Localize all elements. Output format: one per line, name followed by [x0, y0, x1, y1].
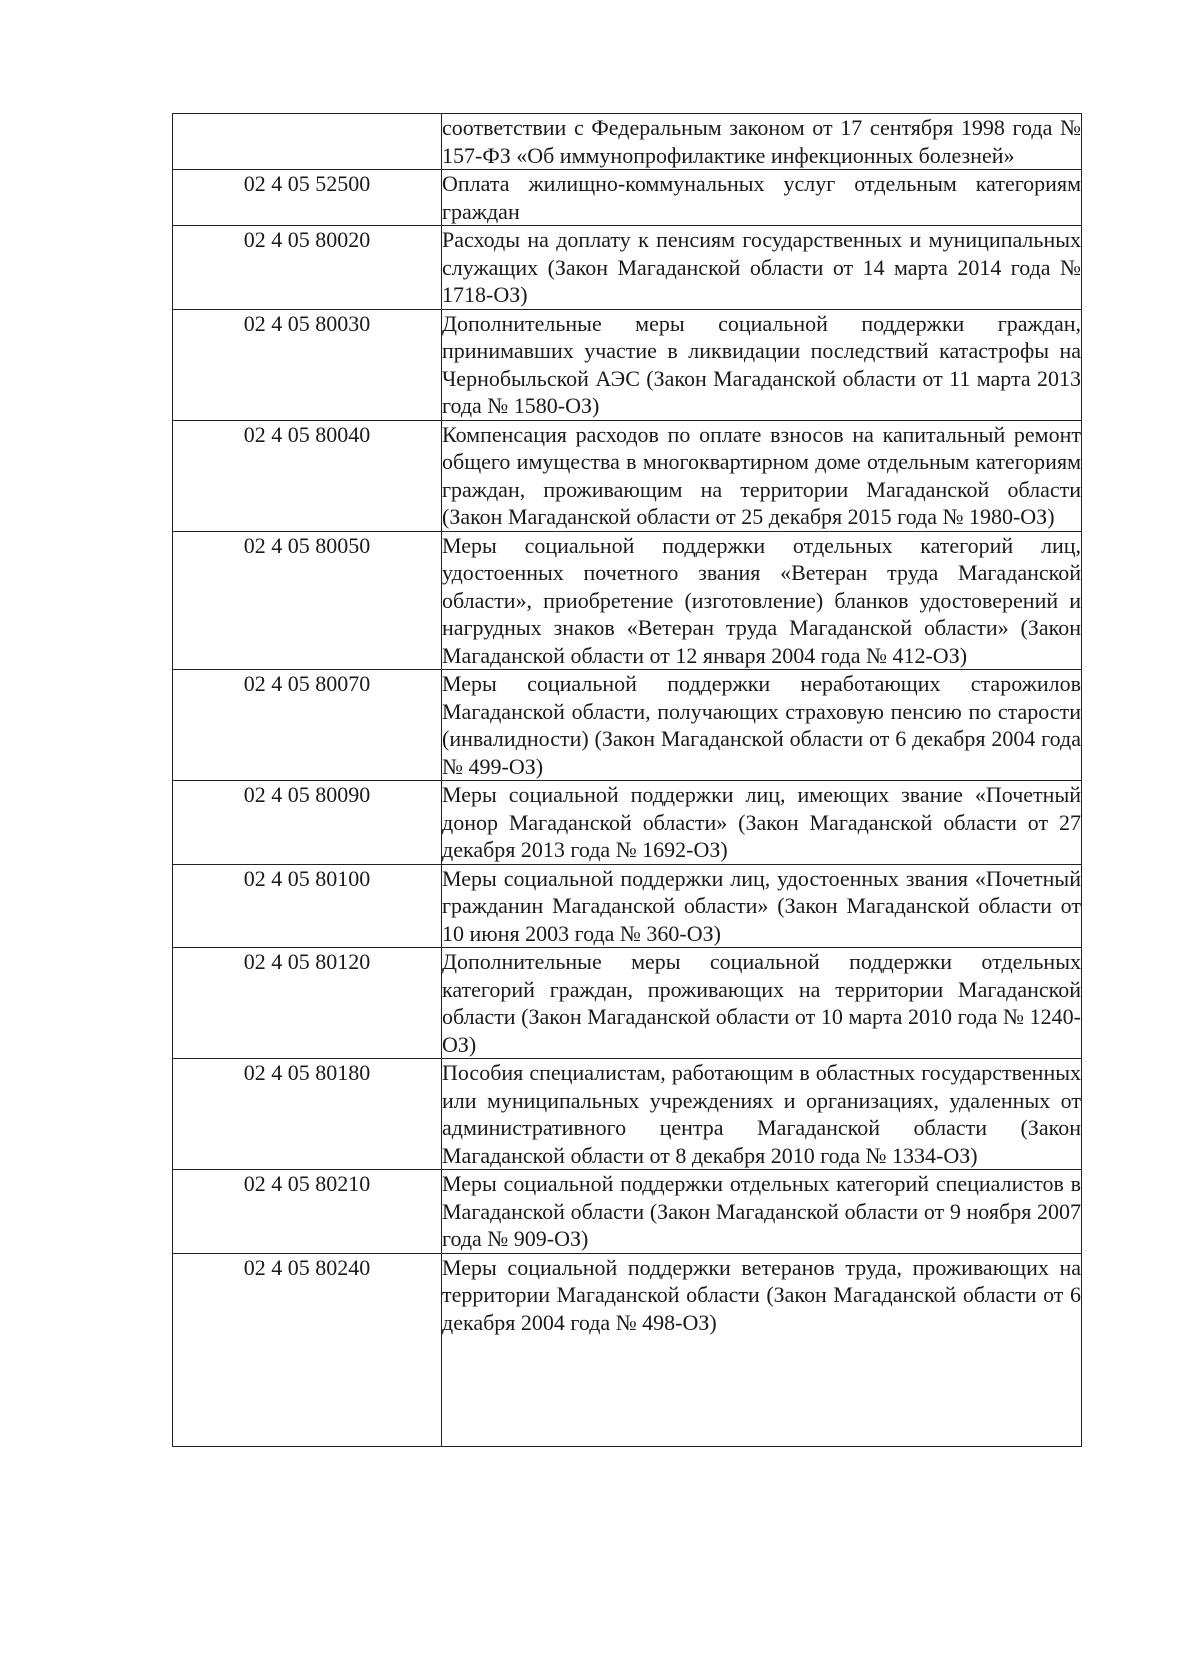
code-cell: 02 4 05 80240 [173, 1253, 442, 1447]
description-cell: Меры социальной поддержки лиц, имеющих звание «Почетный донор Магаданской области» (Закон Магаданской области от 27 декабря 2013 года № 1692-ОЗ) [442, 782, 1081, 862]
description-cell: Компенсация расходов по оплате взносов на капитальный ремонт общего имущества в многоквартирном доме отдельным категориям граждан, проживающим на территории Магаданской области (Закон Магаданской области от 25 декабря 2015 года № 1980-ОЗ) [442, 421, 1081, 529]
table-row [173, 948, 1082, 1059]
table-row [173, 1059, 1082, 1170]
code-cell: 02 4 05 80020 [173, 226, 442, 310]
code-cell: 02 4 05 80040 [173, 420, 442, 531]
table-row [173, 420, 1082, 531]
table-row [173, 670, 1082, 781]
budget-codes-table [172, 113, 1082, 1447]
description-cell: Расходы на доплату к пенсиям государственных и муниципальных служащих (Закон Магаданской области от 14 марта 2014 года № 1718-ОЗ) [442, 227, 1081, 307]
description-cell: Пособия специалистам, работающим в областных государственных или муниципальных учреждениях и организациях, удаленных от административного центра Магаданской области (Закон Магаданской области от 8 декабря 2010 года № 1334-ОЗ) [442, 1060, 1081, 1168]
table-row [173, 226, 1082, 310]
table-row [173, 170, 1082, 226]
code-cell: 02 4 05 80180 [173, 1059, 442, 1170]
code-cell: 02 4 05 80100 [173, 864, 442, 948]
description-cell: Дополнительные меры социальной поддержки отдельных категорий граждан, проживающих на территории Магаданской области (Закон Магаданской области от 10 марта 2010 года № 1240-ОЗ) [442, 949, 1081, 1057]
code-cell: 02 4 05 80210 [173, 1170, 442, 1254]
description-cell: Меры социальной поддержки отдельных категорий лиц, удостоенных почетного звания «Ветеран труда Магаданской области», приобретение (изготовление) бланков удостоверений и нагрудных знаков «Ветеран труда Магаданской области» (Закон Магаданской области от 12 января 2004 года № 412-ОЗ) [442, 532, 1081, 668]
description-cell: Меры социальной поддержки неработающих старожилов Магаданской области, получающих страховую пенсию по старости (инвалидности) (Закон Магаданской области от 6 декабря 2004 года № 499-ОЗ) [442, 671, 1081, 779]
description-cell: Меры социальной поддержки ветеранов труда, проживающих на территории Магаданской области (Закон Магаданской области от 6 декабря 2004 года № 498-ОЗ) [442, 1254, 1081, 1335]
description-cell: соответствии с Федеральным законом от 17 сентября 1998 года № 157-ФЗ «Об иммунопрофилактике инфекционных болезней» [442, 115, 1081, 168]
code-cell: 02 4 05 52500 [173, 170, 442, 226]
code-cell [173, 114, 442, 170]
description-cell: Дополнительные меры социальной поддержки граждан, принимавших участие в ликвидации последствий катастрофы на Чернобыльской АЭС (Закон Магаданской области от 11 марта 2013 года № 1580-ОЗ) [442, 310, 1081, 418]
table-row [173, 864, 1082, 948]
code-cell: 02 4 05 80050 [173, 531, 442, 670]
table-row [173, 114, 1082, 170]
code-cell: 02 4 05 80120 [173, 948, 442, 1059]
description-cell: Меры социальной поддержки лиц, удостоенных звания «Почетный гражданин Магаданской области» (Закон Магаданской области от 10 июня 2003 года № 360-ОЗ) [442, 865, 1081, 946]
table-row [173, 309, 1082, 420]
code-cell: 02 4 05 80030 [173, 309, 442, 420]
blank-cell [442, 1336, 1082, 1447]
table-row [173, 531, 1082, 670]
description-cell: Меры социальной поддержки отдельных категорий специалистов в Магаданской области (Закон Магаданской области от 9 ноября 2007 года № 909-ОЗ) [442, 1171, 1081, 1251]
code-cell: 02 4 05 80090 [173, 781, 442, 865]
table-row-last [173, 1253, 1082, 1336]
code-cell: 02 4 05 80070 [173, 670, 442, 781]
table-row [173, 1170, 1082, 1254]
description-cell: Оплата жилищно-коммунальных услуг отдельным категориям граждан [442, 171, 1081, 224]
table-row [173, 781, 1082, 865]
